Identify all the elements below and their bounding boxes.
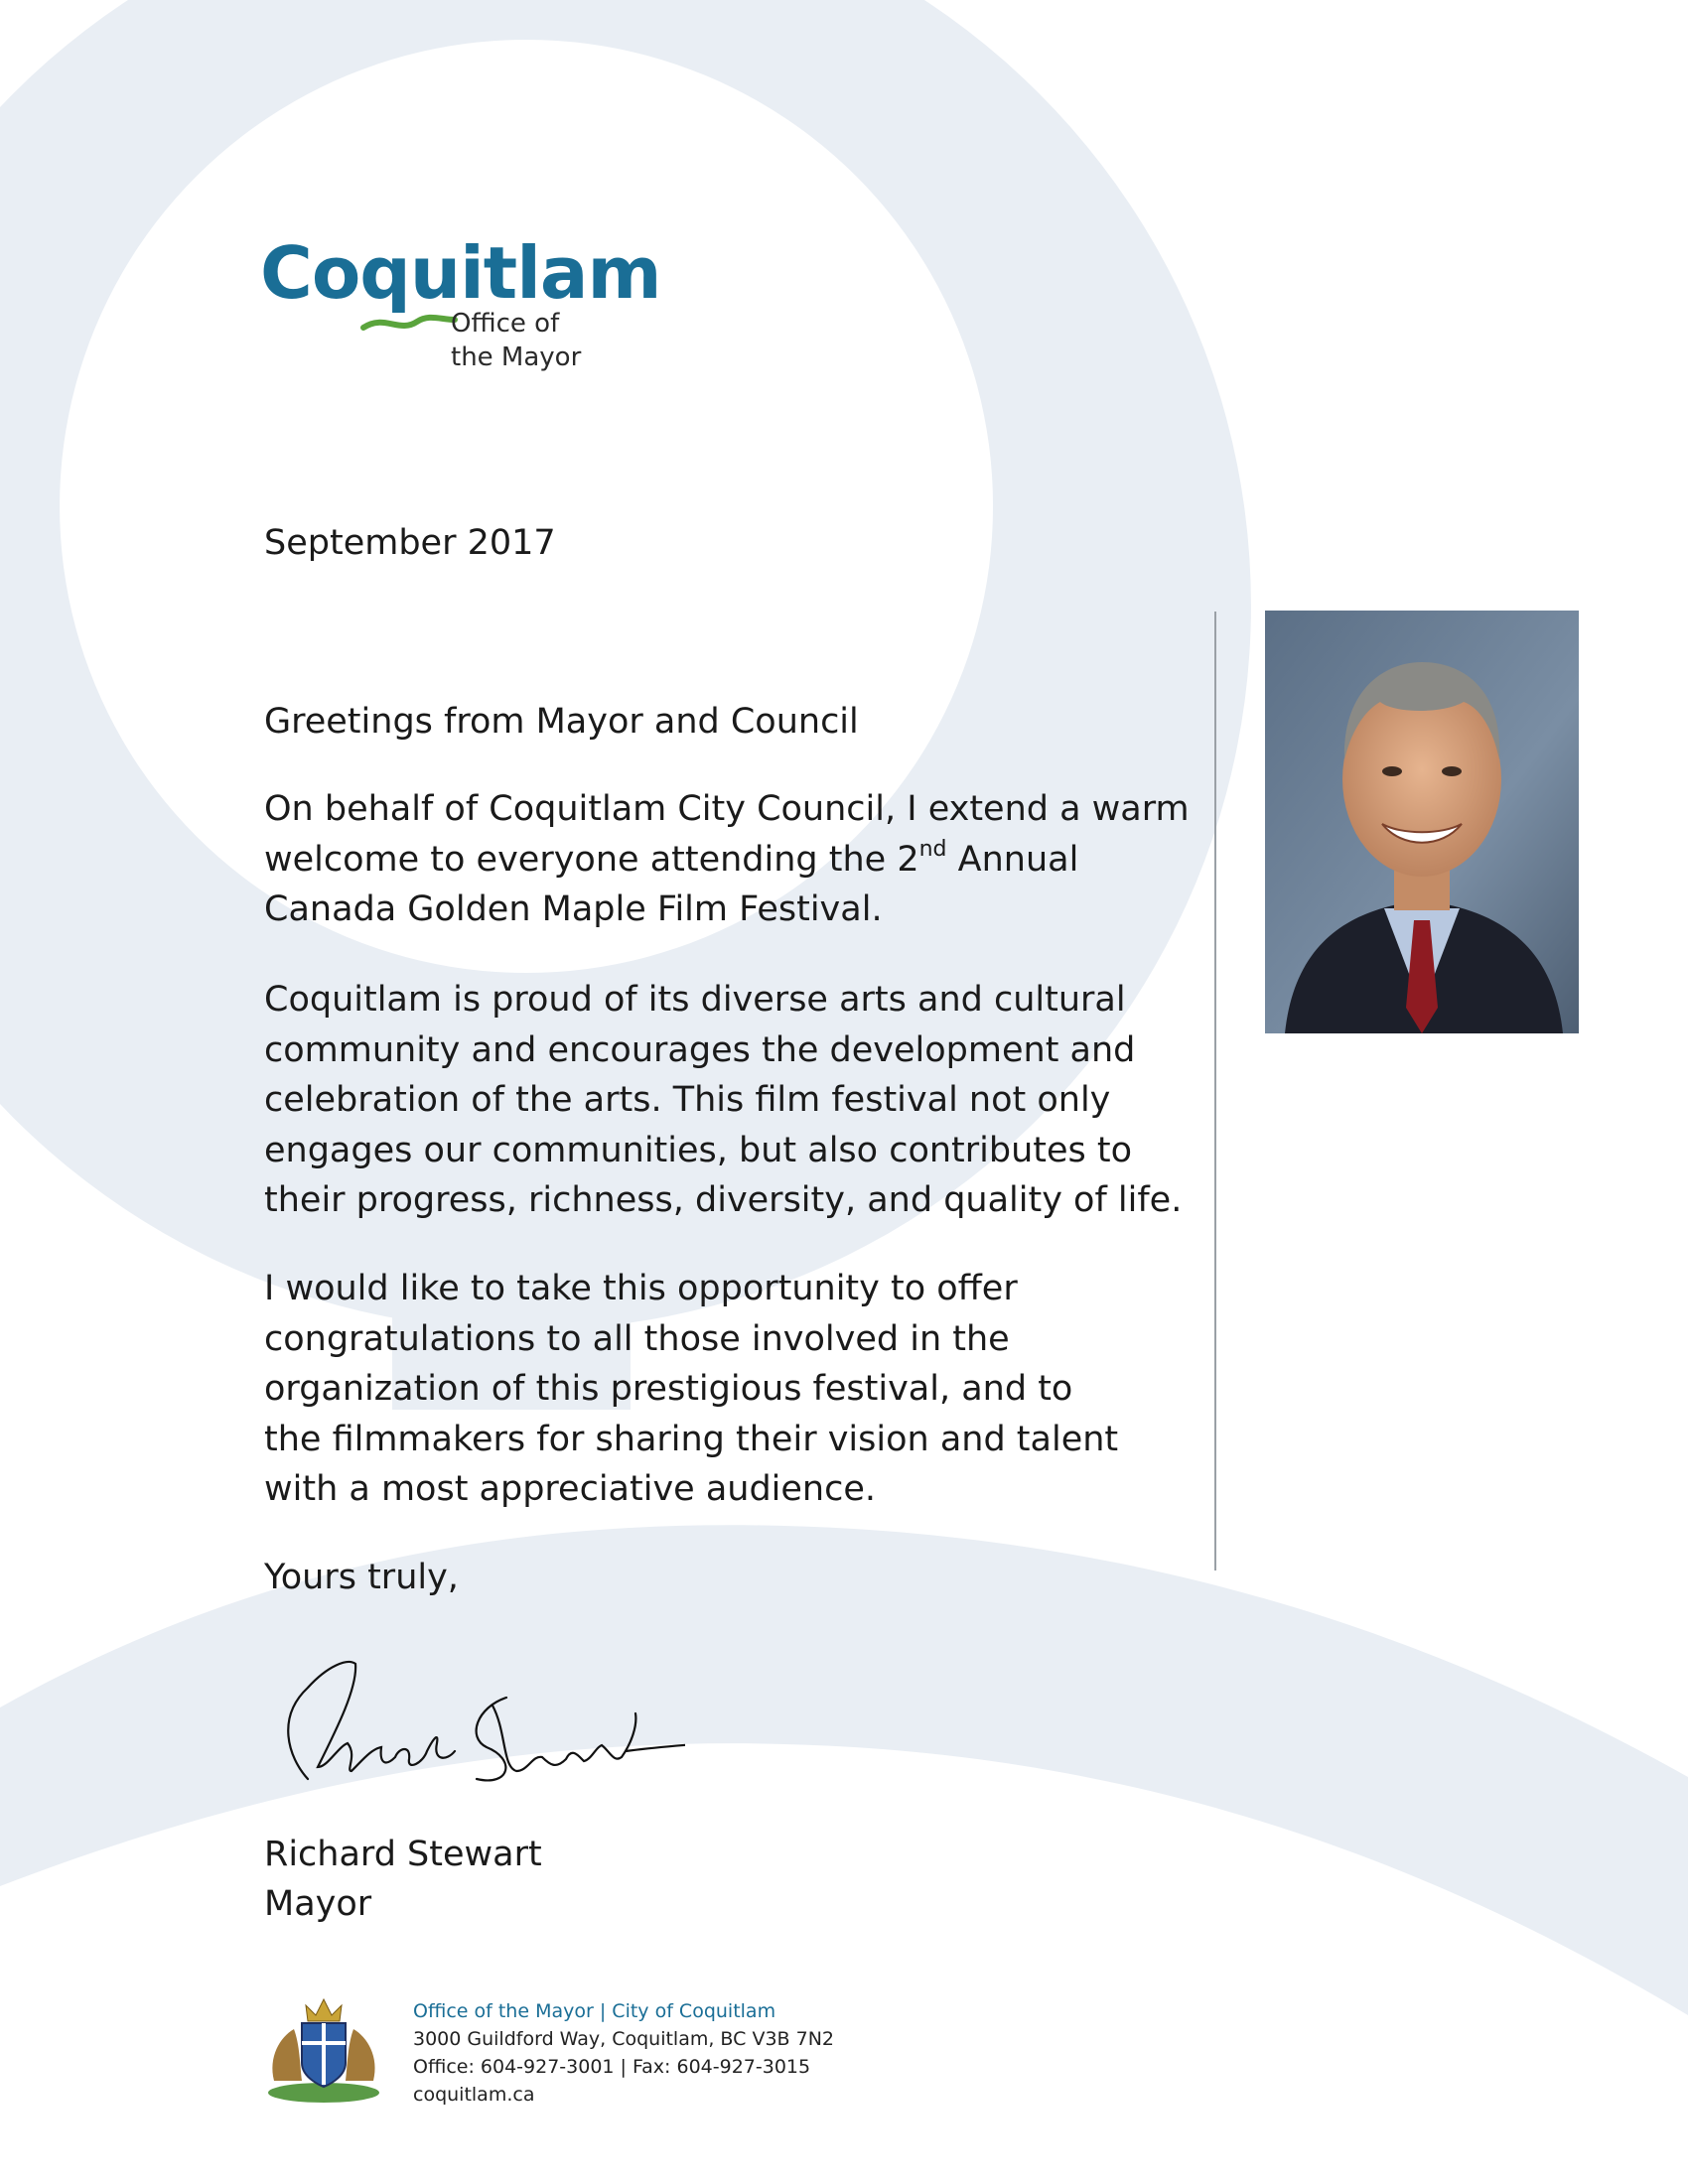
letter-paragraph-2: Coquitlam is proud of its diverse arts and cultural community and encourages the development and celebration of the arts. This film festival not only engages our communities, but also contributes to their progress, richness, diversity, and quality of life. <box>264 980 1183 1220</box>
logo-swoosh-icon <box>359 308 459 338</box>
footer-separator: | <box>599 2000 607 2022</box>
coquitlam-logo <box>260 233 677 382</box>
signer-title: Mayor <box>264 1884 372 1924</box>
footer-website-link[interactable]: coquitlam.ca <box>413 2084 535 2106</box>
coat-of-arms-crest-icon <box>260 1985 387 2105</box>
vertical-divider <box>1214 612 1216 1570</box>
footer-office-line <box>413 1997 834 2025</box>
paragraph-1-text: On behalf of Coquitlam City Council, I extend a warm welcome to everyone attending the 2 <box>264 789 1190 880</box>
letter-closing: Yours truly, <box>264 1558 459 1597</box>
letter-paragraph-3: I would like to take this opportunity to offer congratulations to all those involved in the organization of this prestigious festival, and to the filmmakers for sharing their vision and talent with a most appreciative audience. <box>264 1269 1119 1509</box>
footer-office-name: Office of the Mayor <box>413 2000 594 2022</box>
logo-subtitle-line1: Office of <box>451 309 560 339</box>
footer-address: 3000 Guildford Way, Coquitlam, BC V3B 7N2 <box>413 2028 834 2050</box>
signature-image <box>268 1648 685 1817</box>
footer-phone: Office: 604-927-3001 | Fax: 604-927-3015 <box>413 2056 811 2078</box>
logo-subtitle <box>451 307 581 374</box>
mayor-portrait-photo <box>1265 611 1579 1033</box>
logo-wordmark: Coquitlam <box>260 231 661 315</box>
paragraph-1-text-end: Annual Canada Golden Maple Film Festival. <box>264 839 1079 929</box>
paragraph-1-superscript: nd <box>918 836 947 862</box>
logo-subtitle-line2: the Mayor <box>451 342 582 372</box>
footer-contact-block <box>413 1997 834 2109</box>
footer-city-name: City of Coquitlam <box>612 2000 776 2022</box>
signer-name: Richard Stewart <box>264 1835 542 1874</box>
letter-greeting: Greetings from Mayor and Council <box>264 702 859 742</box>
letter-date: September 2017 <box>264 523 556 563</box>
letter-paragraph-1 <box>264 784 1197 935</box>
